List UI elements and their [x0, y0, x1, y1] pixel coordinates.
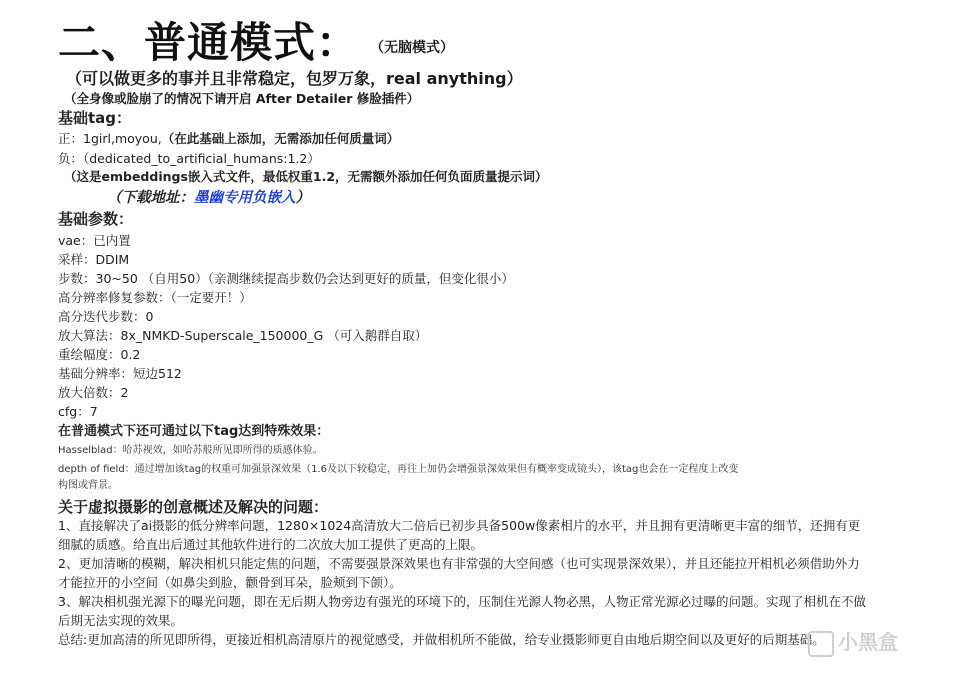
virtual-point-3: 3、解决相机强光源下的曝光问题，即在无后期人物旁边有强光的环境下的，压制住光源人物必黑，人物正常光源必过曝的问题。实现了相机在不做后期无法实现的效果。: [58, 594, 866, 628]
positive-tag: 正：1girl,moyou,: [58, 131, 162, 146]
special-dof-cont: 构图或背景。: [58, 480, 118, 491]
virtual-heading: 关于虚拟摄影的创意概述及解决的问题：: [58, 498, 329, 516]
base-tag-heading: 基础tag：: [58, 109, 132, 127]
download-prefix: （下载地址：: [107, 190, 194, 206]
page-title: 二、普通模式：: [58, 18, 360, 67]
virtual-summary: 总结:更加高清的所见即所得，更接近相机高清原片的视觉感受，并做相机所不能做，给专业摄影师更自由地后期空间以及更好的后期基础。: [58, 632, 825, 647]
positive-tag-line: [58, 129, 399, 147]
watermark-text: 小黑盒: [838, 630, 898, 654]
param-denoise: 重绘幅度：0.2: [58, 347, 141, 362]
special-dof: depth of field：通过增加该tag的权重可加强景深效果（1.6及以下较稳定，再往上加仍会增强景深效果但有概率变成镜头），该tag也会在一定程度上改变: [58, 464, 739, 475]
download-line: [107, 186, 310, 207]
negative-note: （这是embeddings嵌入式文件，最低权重1.2，无需额外添加任何负面质量提示词）: [64, 169, 548, 184]
positive-note: （在此基础上添加，无需添加任何质量词）: [161, 131, 400, 146]
param-steps: 步数：30~50 （自用50）（亲测继续提高步数仍会达到更好的质量，但变化很小）: [58, 271, 514, 286]
param-hires-fix: 高分辨率修复参数：（一定要开！）: [58, 290, 252, 305]
param-hires-steps: 高分迭代步数：0: [58, 309, 154, 324]
param-cfg: cfg：7: [58, 404, 98, 419]
plugin-note: （全身像或脸崩了的情况下请开启 After Detailer 修脸插件）: [64, 91, 420, 106]
heybox-logo-icon: [808, 631, 834, 657]
negative-tag-line: 负：（dedicated_to_artificial_humans:1.2）: [58, 151, 320, 166]
param-scale: 放大倍数：2: [58, 385, 129, 400]
special-heading: 在普通模式下还可通过以下tag达到特殊效果：: [58, 424, 330, 439]
special-hasselblad: Hasselblad：哈苏视效，如哈苏般所见即所得的质感体验。: [58, 445, 323, 456]
param-base-resolution: 基础分辨率：短边512: [58, 366, 182, 381]
mode-note: （可以做更多的事并且非常稳定，包罗万象，real anything）: [66, 69, 523, 88]
watermark: [808, 626, 898, 657]
page-subtitle: （无脑模式）: [370, 40, 454, 56]
params-heading: 基础参数：: [58, 210, 134, 228]
param-vae: vae：已内置: [58, 233, 131, 248]
download-suffix: ）: [295, 190, 310, 206]
virtual-point-2: 2、更加清晰的模糊，解决相机只能定焦的问题，不需要强景深效果也有非常强的大空间感（也可实现景深效果），并且还能拉开相机必须借助外力才能拉开的小空间（如鼻尖到脸，颧骨到耳朵，脸颊到下颌）。: [58, 556, 860, 590]
param-sampler: 采样：DDIM: [58, 252, 130, 267]
virtual-point-1: 1、直接解决了ai摄影的低分辨率问题，1280×1024高清放大二倍后已初步具备500w像素相片的水平，并且拥有更清晰更丰富的细节，还拥有更细腻的质感。给直出后通过其他软件进行的二次放大加工提供了更高的上限。: [58, 518, 861, 552]
param-upscaler: 放大算法：8x_NMKD-Superscale_150000_G （可入鹅群自取）: [58, 328, 428, 343]
download-link[interactable]: 墨幽专用负嵌入: [194, 190, 296, 206]
